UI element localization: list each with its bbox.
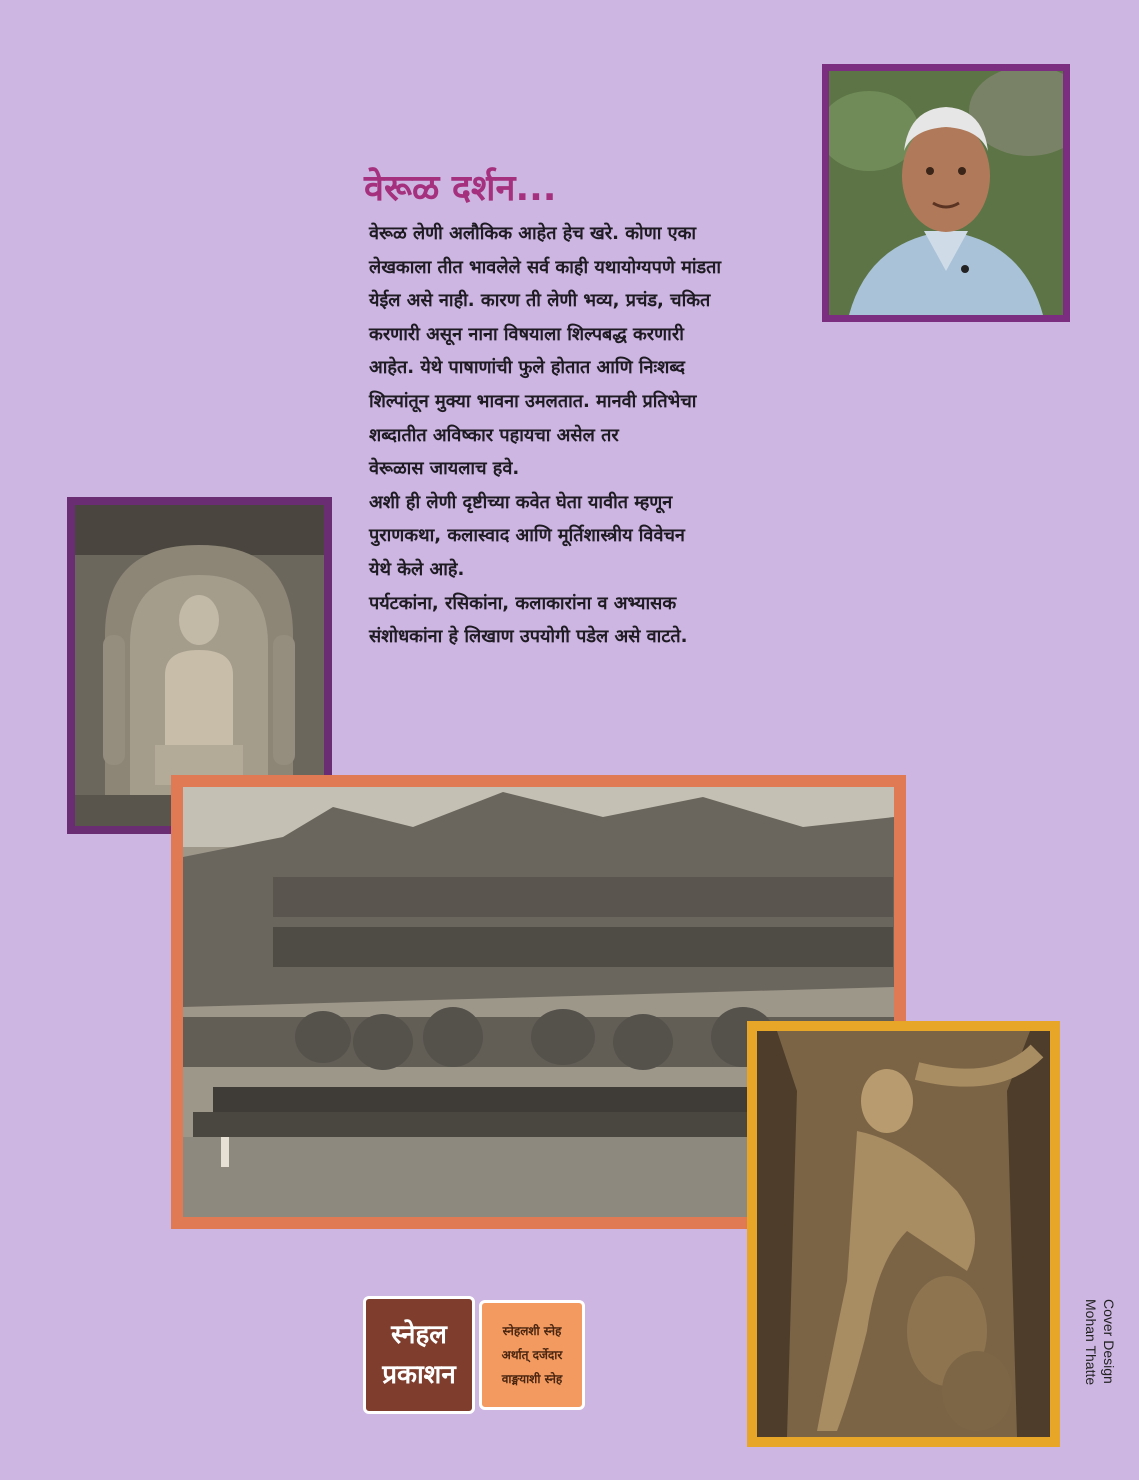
publisher-name-line1: स्नेहल [391, 1320, 447, 1350]
cover-design-credit [1078, 1299, 1118, 1409]
description-text [369, 217, 789, 654]
publisher-tagline-line3: वाङ्मयाशी स्नेह [501, 1372, 563, 1386]
description-line: आहेत. येथे पाषाणांची फुले होतात आणि निःशब्द [369, 357, 685, 379]
description-line: पुराणकथा, कलास्वाद आणि मूर्तिशास्त्रीय विवेचन [369, 525, 685, 547]
author-portrait-icon [829, 71, 1063, 315]
description-line: वेरूळ लेणी अलौकिक आहेत हेच खरे. कोणा एका [369, 223, 697, 244]
shiva-carving-photo [757, 1031, 1050, 1437]
description-line: करणारी असून नाना विषयाला शिल्पबद्ध करणारी [369, 323, 684, 345]
author-photo [829, 71, 1063, 315]
carving-photo-frame [747, 1021, 1060, 1447]
description-line: लेखकाला तीत भावलेले सर्व काही यथायोग्यपणे मांडता [369, 256, 722, 278]
credit-line2: Mohan Thatte [1083, 1299, 1099, 1386]
publisher-name-line2: प्रकाशन [382, 1360, 456, 1390]
publisher-tagline-block [479, 1300, 585, 1410]
description-line: अशी ही लेणी दृष्टीच्या कवेत घेता यावीत म्हणून [369, 491, 673, 513]
page-title: वेरूळ दर्शन... [364, 168, 557, 209]
publisher-name-block [363, 1296, 475, 1414]
description-line: वेरूळास जायलाच हवे. [369, 458, 520, 480]
description-line: येथे केले आहे. [369, 558, 465, 580]
publisher-tagline-line1: स्नेहलशी स्नेह [502, 1324, 562, 1338]
credit-line1: Cover Design [1101, 1299, 1117, 1384]
description-line: येईल असे नाही. कारण ती लेणी भव्य, प्रचंड, चकित [369, 290, 711, 312]
description-line: शब्दातीत अविष्कार पहायचा असेल तर [369, 424, 619, 446]
publisher-logo [363, 1296, 587, 1414]
description-line: शिल्पांतून मुक्या भावना उमलतात. मानवी प्रतिभेचा [369, 390, 697, 412]
description-line: पर्यटकांना, रसिकांना, कलाकारांना व अभ्यासक [369, 592, 677, 614]
publisher-tagline-line2: अर्थात् दर्जेदार [501, 1348, 563, 1362]
description-line: संशोधकांना हे लिखाण उपयोगी पडेल असे वाटते. [369, 626, 688, 648]
author-photo-frame [822, 64, 1070, 322]
carving-relief-icon [757, 1031, 1050, 1437]
